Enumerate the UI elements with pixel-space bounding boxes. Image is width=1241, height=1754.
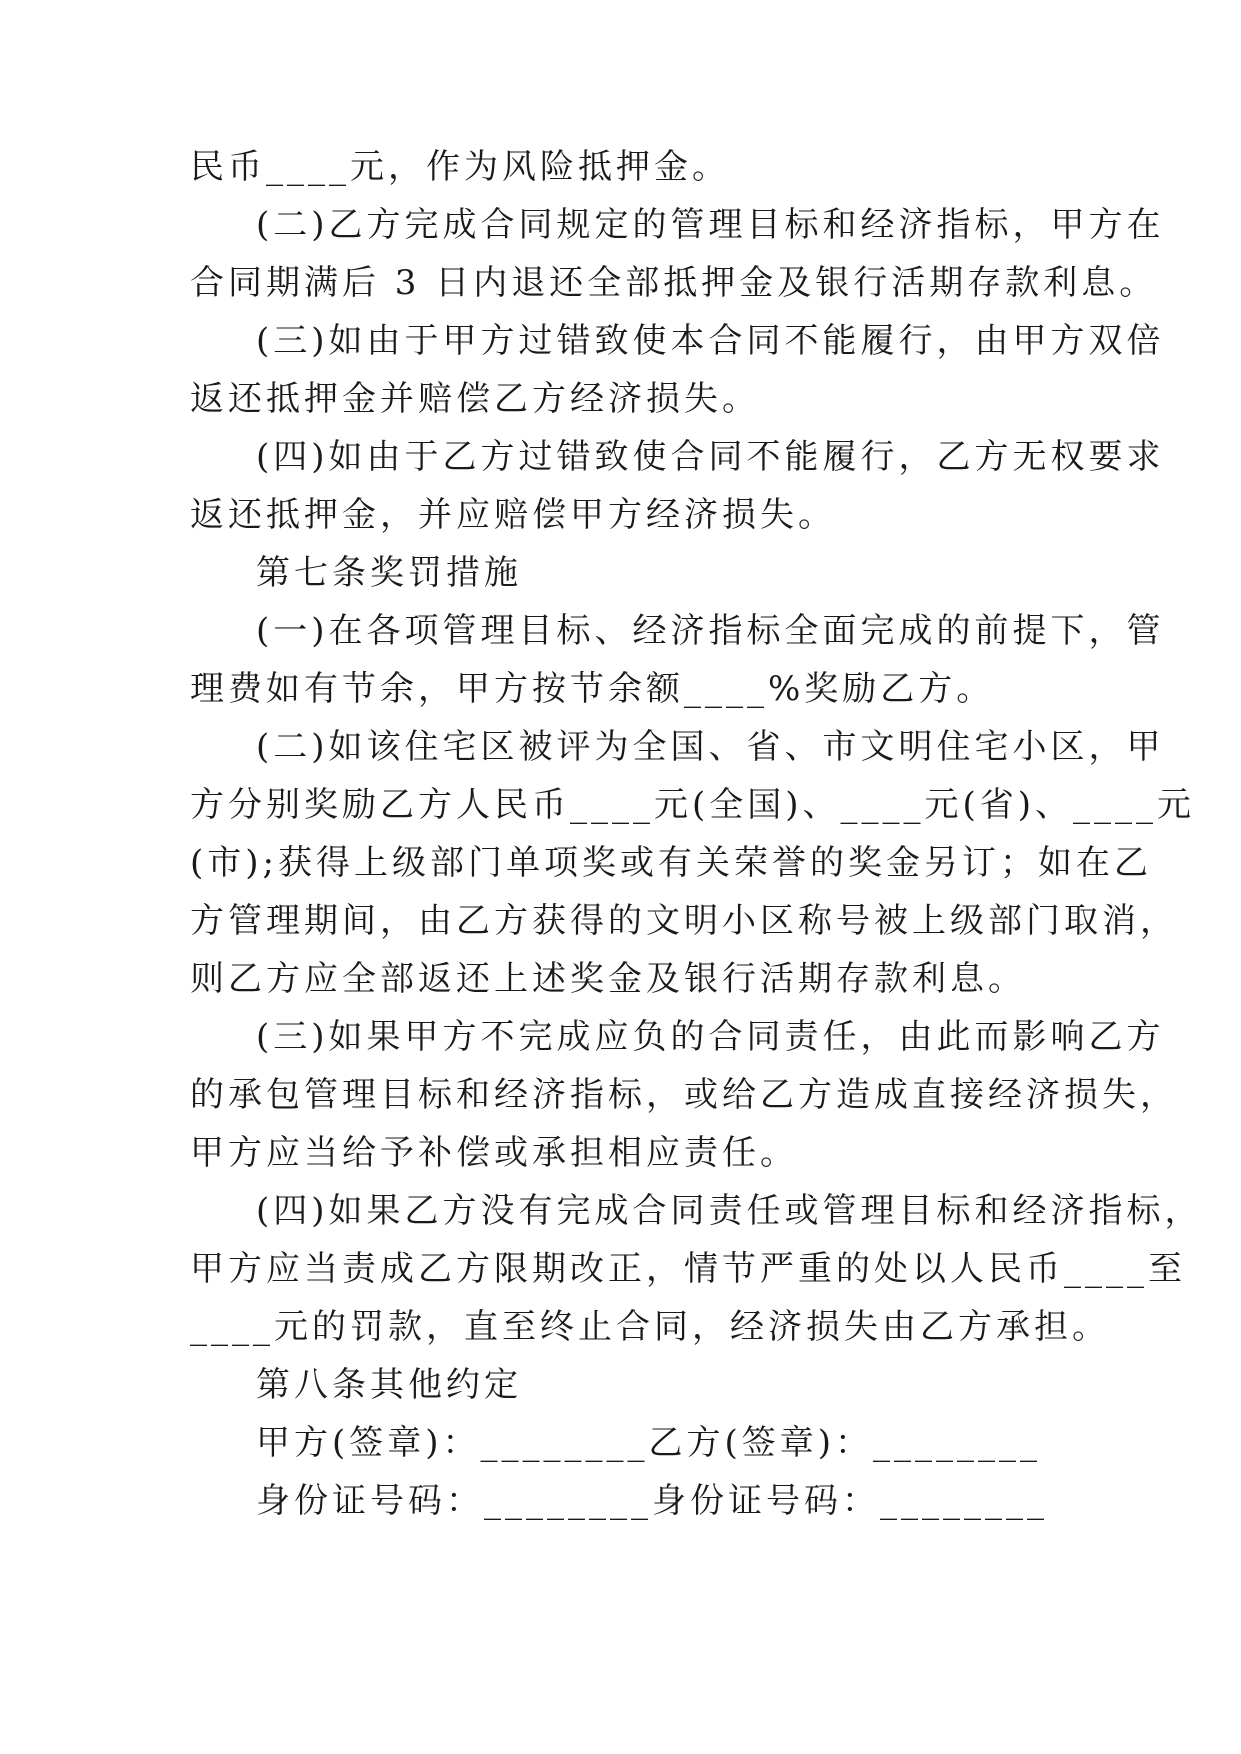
- paragraph-line: 甲方应当给予补偿或承担相应责任。: [190, 1133, 798, 1173]
- paragraph-line: (三)如由于甲方过错致使本合同不能履行，由甲方双倍: [256, 321, 1165, 361]
- paragraph-line: 民币____元，作为风险抵押金。: [190, 147, 730, 187]
- paragraph-line: 返还抵押金并赔偿乙方经济损失。: [190, 379, 760, 419]
- paragraph-line: (四)如果乙方没有完成合同责任或管理目标和经济指标，: [256, 1191, 1203, 1231]
- paragraph-line: (二)如该住宅区被评为全国、省、市文明住宅小区，甲: [256, 727, 1165, 767]
- paragraph-line: 方管理期间，由乙方获得的文明小区称号被上级部门取消，: [190, 901, 1178, 941]
- paragraph-line: ____元的罚款，直至终止合同，经济损失由乙方承担。: [190, 1307, 1110, 1347]
- paragraph-line: (四)如由于乙方过错致使合同不能履行，乙方无权要求: [256, 437, 1165, 477]
- paragraph-line: 合同期满后 3 日内退还全部抵押金及银行活期存款利息。: [190, 263, 1158, 303]
- paragraph-line: 甲方应当责成乙方限期改正，情节严重的处以人民币____至: [190, 1249, 1186, 1289]
- id-number-line: 身份证号码：________身份证号码：________: [256, 1481, 1048, 1521]
- paragraph-line: 返还抵押金，并应赔偿甲方经济损失。: [190, 495, 836, 535]
- signature-line: 甲方(签章)：________乙方(签章)：________: [256, 1423, 1042, 1463]
- section-heading: 第七条奖罚措施: [256, 553, 522, 593]
- section-heading: 第八条其他约定: [256, 1365, 522, 1405]
- paragraph-line: 方分别奖励乙方人民币____元(全国)、____元(省)、____元: [190, 785, 1196, 825]
- paragraph-line: 的承包管理目标和经济指标，或给乙方造成直接经济损失，: [190, 1075, 1178, 1115]
- paragraph-line: (二)乙方完成合同规定的管理目标和经济指标，甲方在: [256, 205, 1165, 245]
- paragraph-line: 理费如有节余，甲方按节余额____%奖励乙方。: [190, 669, 995, 709]
- paragraph-line: (三)如果甲方不完成应负的合同责任，由此而影响乙方: [256, 1017, 1165, 1057]
- paragraph-line: (一)在各项管理目标、经济指标全面完成的前提下，管: [256, 611, 1165, 651]
- paragraph-line: (市);获得上级部门单项奖或有关荣誉的奖金另订；如在乙: [190, 843, 1152, 883]
- paragraph-line: 则乙方应全部返还上述奖金及银行活期存款利息。: [190, 959, 1026, 999]
